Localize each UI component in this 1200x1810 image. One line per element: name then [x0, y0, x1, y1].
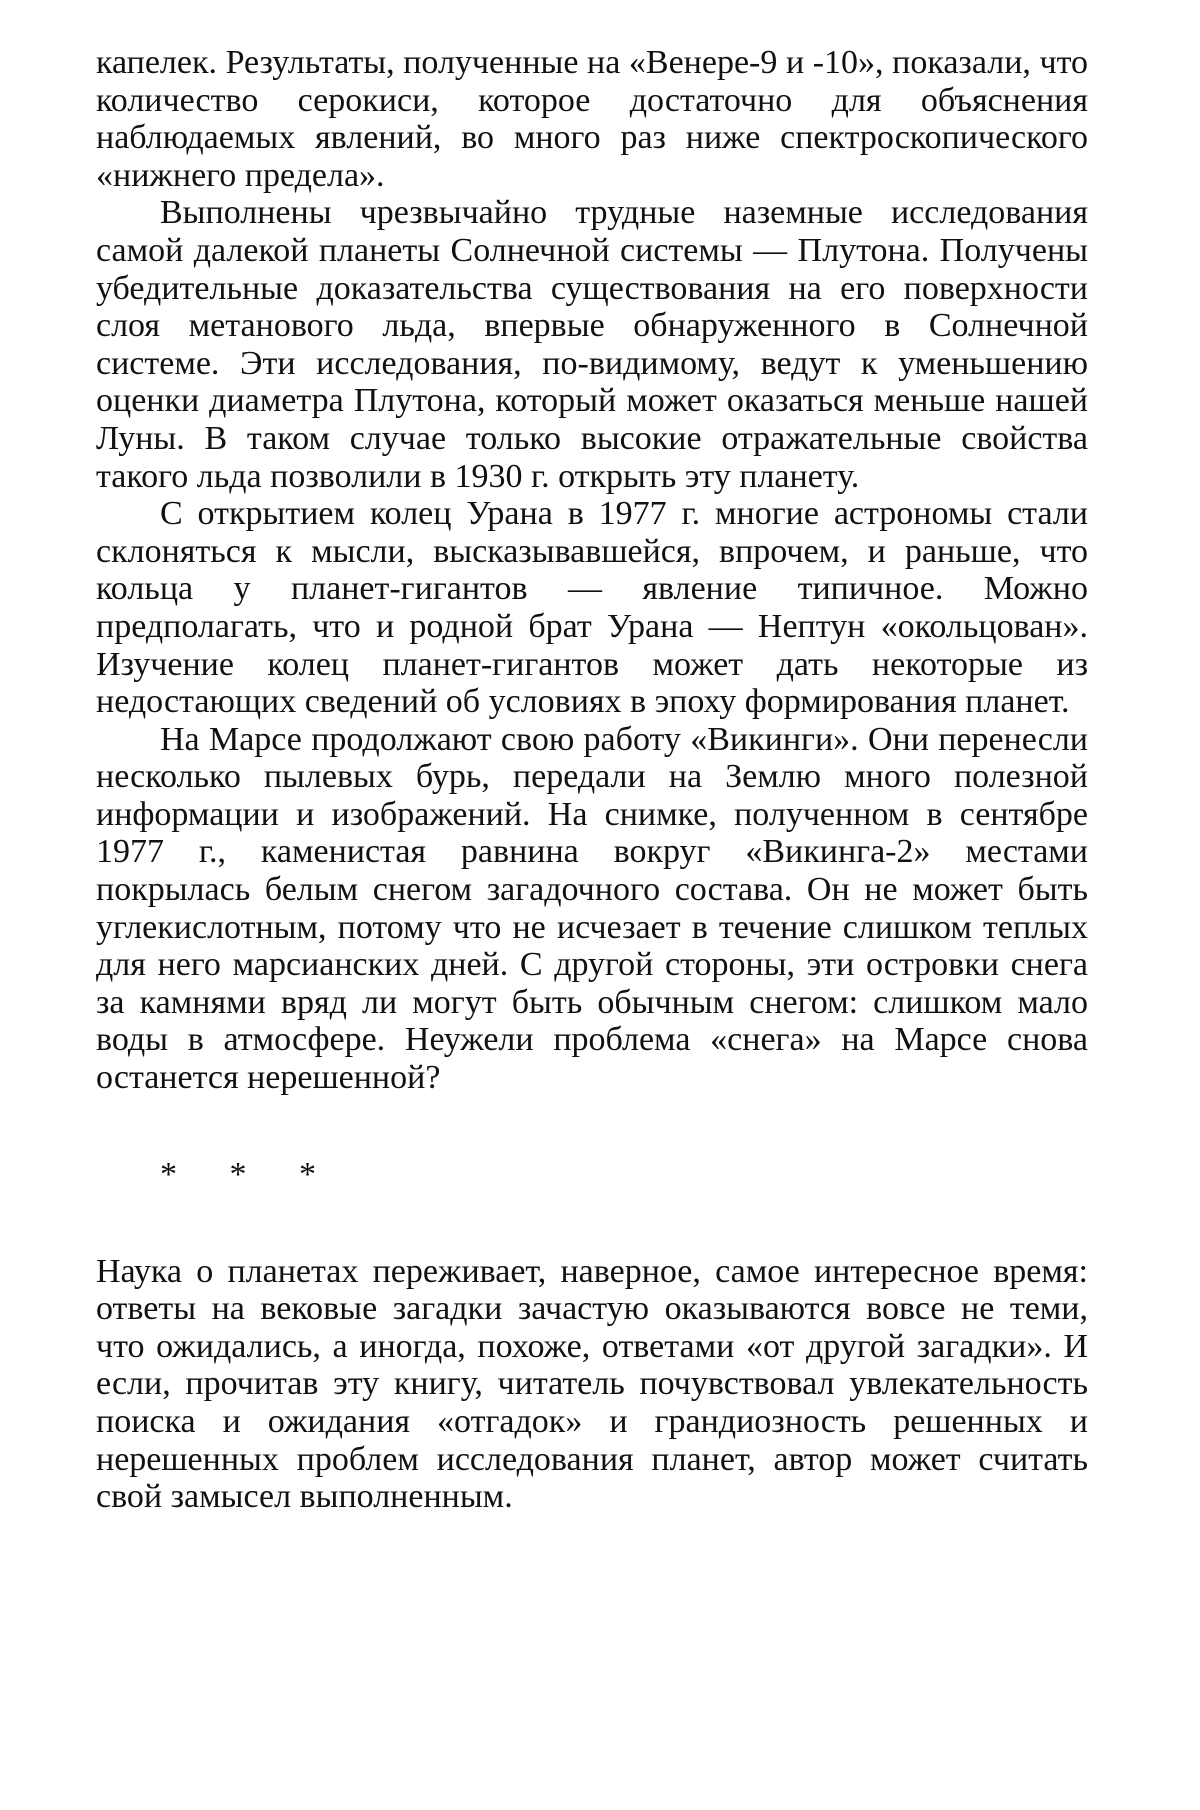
paragraph-mars-vikings: На Марсе продолжают свою работу «Викинги». Они перенесли несколько пылевых бурь, передали на Землю много полезной информации и изображений. На снимке, полученном в сентябре 1977 г., каменистая равнина вокруг «Викинга-2» местами покрылась белым снегом загадочного состава. Он не может быть углекислотным, потому что не исчезает в течение слишком теплых для него марсианских дней. С другой стороны, эти островки снега за камнями вряд ли могут быть обычным снегом: слишком мало воды в атмосфере. Неужели проблема «снега» на Марсе снова останется нерешенной?	[96, 720, 1088, 1097]
paragraph-pluto: Выполнены чрезвычайно трудные наземные исследования самой далекой планеты Солнечной системы — Плутона. Получены убедительные доказательства существования на его поверхности слоя метанового льда, впервые обнаруженного в Солнечной системе. Эти исследования, по-видимому, ведут к уменьшению оценки диаметра Плутона, который может оказаться меньше нашей Луны. В таком случае только высокие отражательные свойства такого льда позволили в 1930 г. открыть эту планету.	[96, 194, 1088, 495]
paragraph-closing: Наука о планетах переживает, наверное, самое интересное время: ответы на вековые загадки зачастую оказываются вовсе не теми, что ожидались, а иногда, похоже, ответами «от другой загадки». И если, прочитав эту книгу, читатель почувствовал увлекательность поиска и ожидания «отгадок» и грандиозность решенных и нерешенных проблем исследования планет, автор может считать свой замысел выполненным.	[96, 1252, 1088, 1516]
page-text	[96, 44, 1088, 1516]
paragraph-continuation: капелек. Результаты, полученные на «Венере-9 и -10», показали, что количество серокиси, которое достаточно для объяснения наблюдаемых явлений, во много раз ниже спектроскопического «нижнего предела».	[96, 44, 1088, 194]
section-separator: * * *	[160, 1155, 338, 1193]
paragraph-uranus-rings: С открытием колец Урана в 1977 г. многие астрономы стали склоняться к мысли, высказывавшейся, впрочем, и раньше, что кольца у планет-гигантов — явление типичное. Можно предполагать, что и родной брат Урана — Нептун «окольцован». Изучение колец планет-гигантов может дать некоторые из недостающих сведений об условиях в эпоху формирования планет.	[96, 495, 1088, 721]
